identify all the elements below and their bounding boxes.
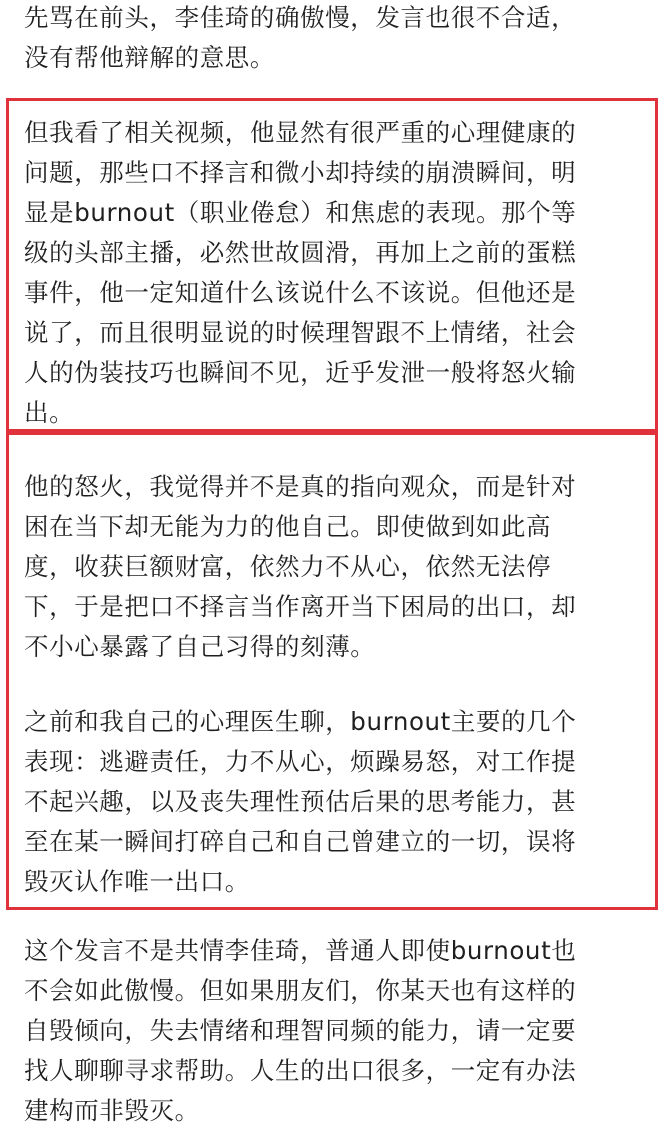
burnout-symptoms-paragraph: 之前和我自己的心理医生聊，burnout主要的几个 表现：逃避责任，力不从心，烦躁易怒，对工作提 不起兴趣，以及丧失理性预估后果的思考能力，甚 至在某一瞬间打碎自己和自己曾建立的一切，误将 毁灭认作唯一出口。 xyxy=(24,707,577,896)
intro-paragraph: 先骂在前头，李佳琦的确傲慢，发言也很不合适， 没有帮他辩解的意思。 xyxy=(24,3,577,72)
closing-paragraph: 这个发言不是共情李佳琦，普通人即使burnout也 不会如此傲慢。但如果朋友们，你某天也有这样的 自毁倾向，失去情绪和理智同频的能力，请一定要 找人聊聊寻求帮助。人生的出口很多，一定有办法 建构而非毁灭。 xyxy=(24,936,577,1125)
burnout-observation-paragraph: 但我看了相关视频，他显然有很严重的心理健康的 问题，那些口不择言和微小却持续的崩溃瞬间，明 显是burnout（职业倦怠）和焦虑的表现。那个等 级的头部主播，必然世故圆滑，再加上之前的蛋糕 事件，他一定知道什么该说什么不该说。但他还是 说了，而且很明显说的时候理智跟不上情绪，社会 人的伪装技巧也瞬间不见，近乎发泄一般将怒火输 出。 xyxy=(24,118,577,427)
anger-analysis-paragraph: 他的怒火，我觉得并不是真的指向观众，而是针对 困在当下却无能为力的他自己。即使做到如此高 度，收获巨额财富，依然力不从心，依然无法停 下，于是把口不择言当作离开当下困局的出口，却 不小心暴露了自己习得的刻薄。 xyxy=(24,472,577,661)
